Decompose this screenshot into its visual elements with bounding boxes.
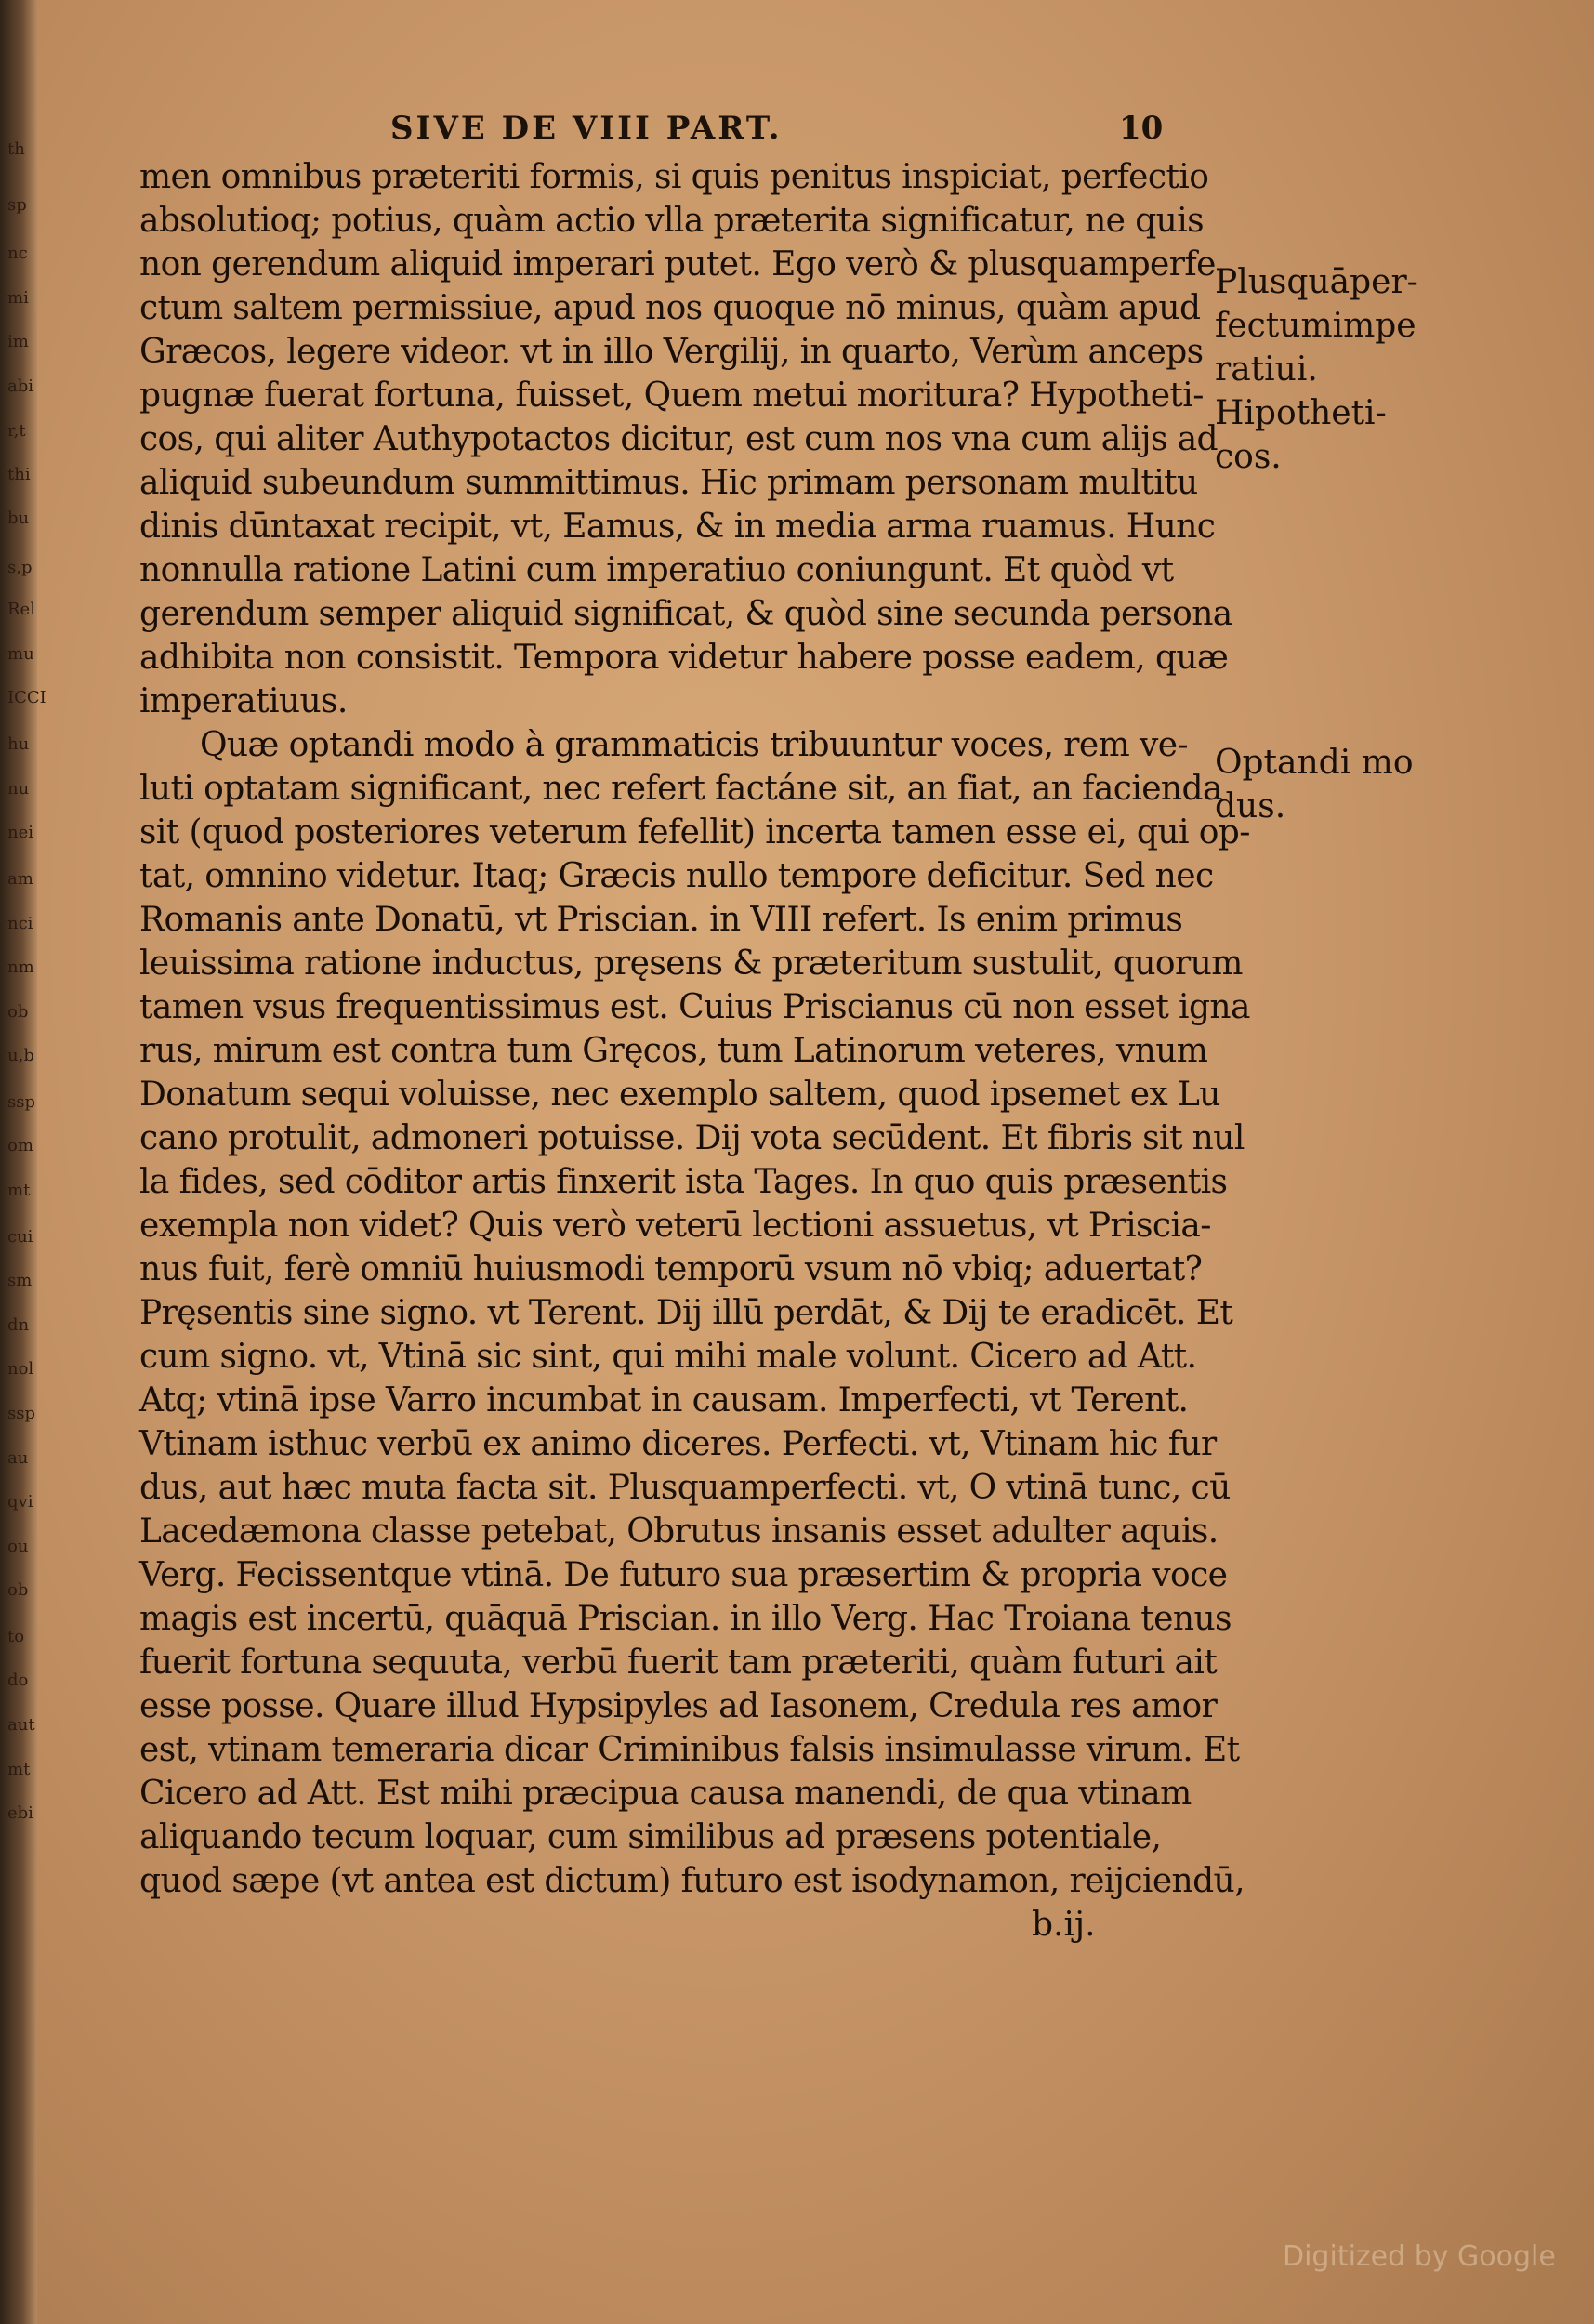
gutter-fragment: am bbox=[7, 869, 33, 889]
text-line: gerendum semper aliquid significat, & quòd sine secunda persona bbox=[139, 595, 1232, 633]
text-line: aliquando tecum loquar, cum similibus ad præsens potentiale, bbox=[139, 1818, 1162, 1856]
text-line: adhibita non consistit. Tempora videtur habere posse eadem, quæ bbox=[139, 639, 1229, 677]
text-line: tamen vsus frequentissimus est. Cuius Priscianus cū non esset igna bbox=[139, 988, 1250, 1026]
margin-note-line: Plusquāper- bbox=[1215, 263, 1418, 301]
gutter-fragment: Rel bbox=[7, 600, 35, 619]
signature-mark: b.ij. bbox=[1032, 1906, 1096, 1944]
body-text bbox=[139, 155, 1250, 1903]
page-number: 10 bbox=[1119, 110, 1164, 147]
gutter-fragment: s,p bbox=[7, 558, 33, 577]
gutter-fragment: nc bbox=[7, 244, 28, 263]
gutter-fragment: qvi bbox=[7, 1492, 33, 1512]
text-line: cum signo. vt, Vtinā sic sint, qui mihi male volunt. Cicero ad Att. bbox=[139, 1338, 1197, 1376]
gutter-fragment: mu bbox=[7, 644, 34, 664]
text-line: Atq; vtinā ipse Varro incumbat in causam. Imperfecti, vt Terent. bbox=[139, 1381, 1189, 1419]
gutter-fragment: ssp bbox=[7, 1404, 35, 1423]
text-line: Donatum sequi voluisse, nec exemplo saltem, quod ipsemet ex Lu bbox=[139, 1076, 1220, 1114]
gutter-fragment: bu bbox=[7, 508, 30, 528]
gutter-fragment: abi bbox=[7, 376, 34, 396]
running-head-title: SIVE DE VIII PART. bbox=[390, 110, 783, 147]
text-line: absolutioq; potius, quàm actio vlla præterita significatur, ne quis bbox=[139, 202, 1205, 240]
running-head bbox=[390, 110, 1227, 156]
text-line: cos, qui aliter Authypotactos dicitur, est cum nos vna cum alijs ad bbox=[139, 420, 1218, 458]
text-line: aliquid subeundum summittimus. Hic primam personam multitu bbox=[139, 464, 1198, 502]
gutter-fragment: nci bbox=[7, 914, 33, 933]
gutter-fragment: im bbox=[7, 332, 29, 351]
text-line: cano protulit, admoneri potuisse. Dij vota secūdent. Et fibris sit nul bbox=[139, 1119, 1245, 1157]
text-line: Pręsentis sine signo. vt Terent. Dij illū perdāt, & Dij te eradicēt. Et bbox=[139, 1294, 1233, 1332]
gutter-fragment: do bbox=[7, 1670, 29, 1690]
margin-note-line: ratiui. bbox=[1215, 350, 1318, 389]
gutter-fragment: nei bbox=[7, 823, 34, 842]
margin-note-optandi-modus bbox=[1215, 741, 1414, 828]
gutter-fragment: mt bbox=[7, 1760, 31, 1779]
text-line: magis est incertū, quāquā Priscian. in illo Verg. Hac Troiana tenus bbox=[139, 1600, 1232, 1638]
text-line: sit (quod posteriores veterum fefellit) incerta tamen esse ei, qui op- bbox=[139, 813, 1250, 852]
gutter-fragment: aut bbox=[7, 1715, 35, 1735]
gutter-fragment: ssp bbox=[7, 1092, 35, 1112]
gutter-fragment: ob bbox=[7, 1580, 29, 1600]
text-line: dus, aut hæc muta facta sit. Plusquamperfecti. vt, O vtinā tunc, cū bbox=[139, 1469, 1231, 1507]
text-line: nus fuit, ferè omniū huiusmodi temporū vsum nō vbiq; aduertat? bbox=[139, 1250, 1203, 1288]
gutter-fragment: cui bbox=[7, 1227, 33, 1247]
gutter-fragment: mt bbox=[7, 1181, 31, 1200]
margin-note-line: Hipotheti- bbox=[1215, 394, 1387, 432]
text-line: pugnæ fuerat fortuna, fuisset, Quem metui moritura? Hypotheti- bbox=[139, 376, 1204, 415]
text-line: fuerit fortuna sequuta, verbū fuerit tam præteriti, quàm futuri ait bbox=[139, 1644, 1218, 1682]
text-line: non gerendum aliquid imperari putet. Ego verò & plusquamperfe bbox=[139, 245, 1216, 284]
gutter-fragment: nol bbox=[7, 1359, 34, 1379]
gutter-fragment: r,t bbox=[7, 421, 26, 441]
margin-note-line: fectumimpe bbox=[1215, 307, 1416, 345]
text-line: Lacedæmona classe petebat, Obrutus insanis esset adulter aquis. bbox=[139, 1512, 1219, 1551]
gutter-fragment: om bbox=[7, 1136, 33, 1155]
text-line: Græcos, legere videor. vt in illo Vergilij, in quarto, Verùm anceps bbox=[139, 333, 1204, 371]
text-line: imperatiuus. bbox=[139, 682, 348, 720]
margin-note-plusquamperfectum bbox=[1215, 260, 1418, 391]
text-line: esse posse. Quare illud Hypsipyles ad Iasonem, Credula res amor bbox=[139, 1687, 1218, 1725]
facing-page-gutter bbox=[0, 0, 46, 2324]
text-line: ctum saltem permissiue, apud nos quoque nō minus, quàm apud bbox=[139, 289, 1201, 327]
margin-note-line: cos. bbox=[1215, 438, 1282, 476]
margin-note-line: Optandi mo bbox=[1215, 744, 1414, 782]
text-line: men omnibus præteriti formis, si quis penitus inspiciat, perfectio bbox=[139, 158, 1209, 196]
gutter-fragment: ob bbox=[7, 1002, 29, 1022]
text-line: quod sæpe (vt antea est dictum) futuro est isodynamon, reijciendū, bbox=[139, 1862, 1245, 1900]
margin-note-line: dus. bbox=[1215, 787, 1286, 825]
digitization-watermark: Digitized by Google bbox=[1283, 2240, 1556, 2273]
gutter-fragment: mi bbox=[7, 288, 29, 308]
text-line: est, vtinam temeraria dicar Criminibus falsis insimulasse virum. Et bbox=[139, 1731, 1240, 1769]
gutter-fragment: dn bbox=[7, 1315, 30, 1335]
text-line: Romanis ante Donatū, vt Priscian. in VIII refert. Is enim primus bbox=[139, 901, 1183, 939]
text-line: Verg. Fecissentque vtinā. De futuro sua præsertim & propria voce bbox=[139, 1556, 1228, 1594]
gutter-fragment: nm bbox=[7, 957, 34, 977]
gutter-fragment: au bbox=[7, 1448, 29, 1468]
gutter-fragment: ebi bbox=[7, 1803, 33, 1823]
text-line: Vtinam isthuc verbū ex animo diceres. Perfecti. vt, Vtinam hic fur bbox=[139, 1425, 1217, 1463]
text-line: la fides, sed cōditor artis finxerit ista Tages. In quo quis præsentis bbox=[139, 1163, 1228, 1201]
gutter-fragment: nu bbox=[7, 779, 30, 799]
gutter-fragment: hu bbox=[7, 734, 30, 754]
text-line: leuissima ratione inductus, pręsens & præteritum sustulit, quorum bbox=[139, 944, 1243, 983]
gutter-fragment: ICCI bbox=[7, 688, 46, 707]
text-line: tat, omnino videtur. Itaq; Græcis nullo tempore deficitur. Sed nec bbox=[139, 857, 1214, 895]
gutter-fragment: u,b bbox=[7, 1046, 34, 1065]
gutter-fragment: sp bbox=[7, 195, 27, 215]
gutter-fragment: th bbox=[7, 139, 25, 159]
margin-note-hypotheticos bbox=[1215, 391, 1387, 479]
text-line: nonnulla ratione Latini cum imperatiuo coniungunt. Et quòd vt bbox=[139, 551, 1174, 589]
gutter-fragment: thi bbox=[7, 465, 31, 484]
gutter-fragment: to bbox=[7, 1627, 25, 1646]
gutter-fragment: sm bbox=[7, 1271, 33, 1290]
text-line: luti optatam significant, nec refert factáne sit, an fiat, an facienda bbox=[139, 770, 1222, 808]
text-line: Cicero ad Att. Est mihi præcipua causa manendi, de qua vtinam bbox=[139, 1775, 1192, 1813]
text-line: exempla non videt? Quis verò veterū lectioni assuetus, vt Priscia- bbox=[139, 1207, 1211, 1245]
paragraph-start-line: Quæ optandi modo à grammaticis tribuuntur voces, rem ve- bbox=[200, 726, 1188, 764]
gutter-fragment: ou bbox=[7, 1537, 29, 1556]
text-line: rus, mirum est contra tum Gręcos, tum Latinorum veteres, vnum bbox=[139, 1032, 1208, 1070]
text-line: dinis dūntaxat recipit, vt, Eamus, & in media arma ruamus. Hunc bbox=[139, 508, 1216, 546]
